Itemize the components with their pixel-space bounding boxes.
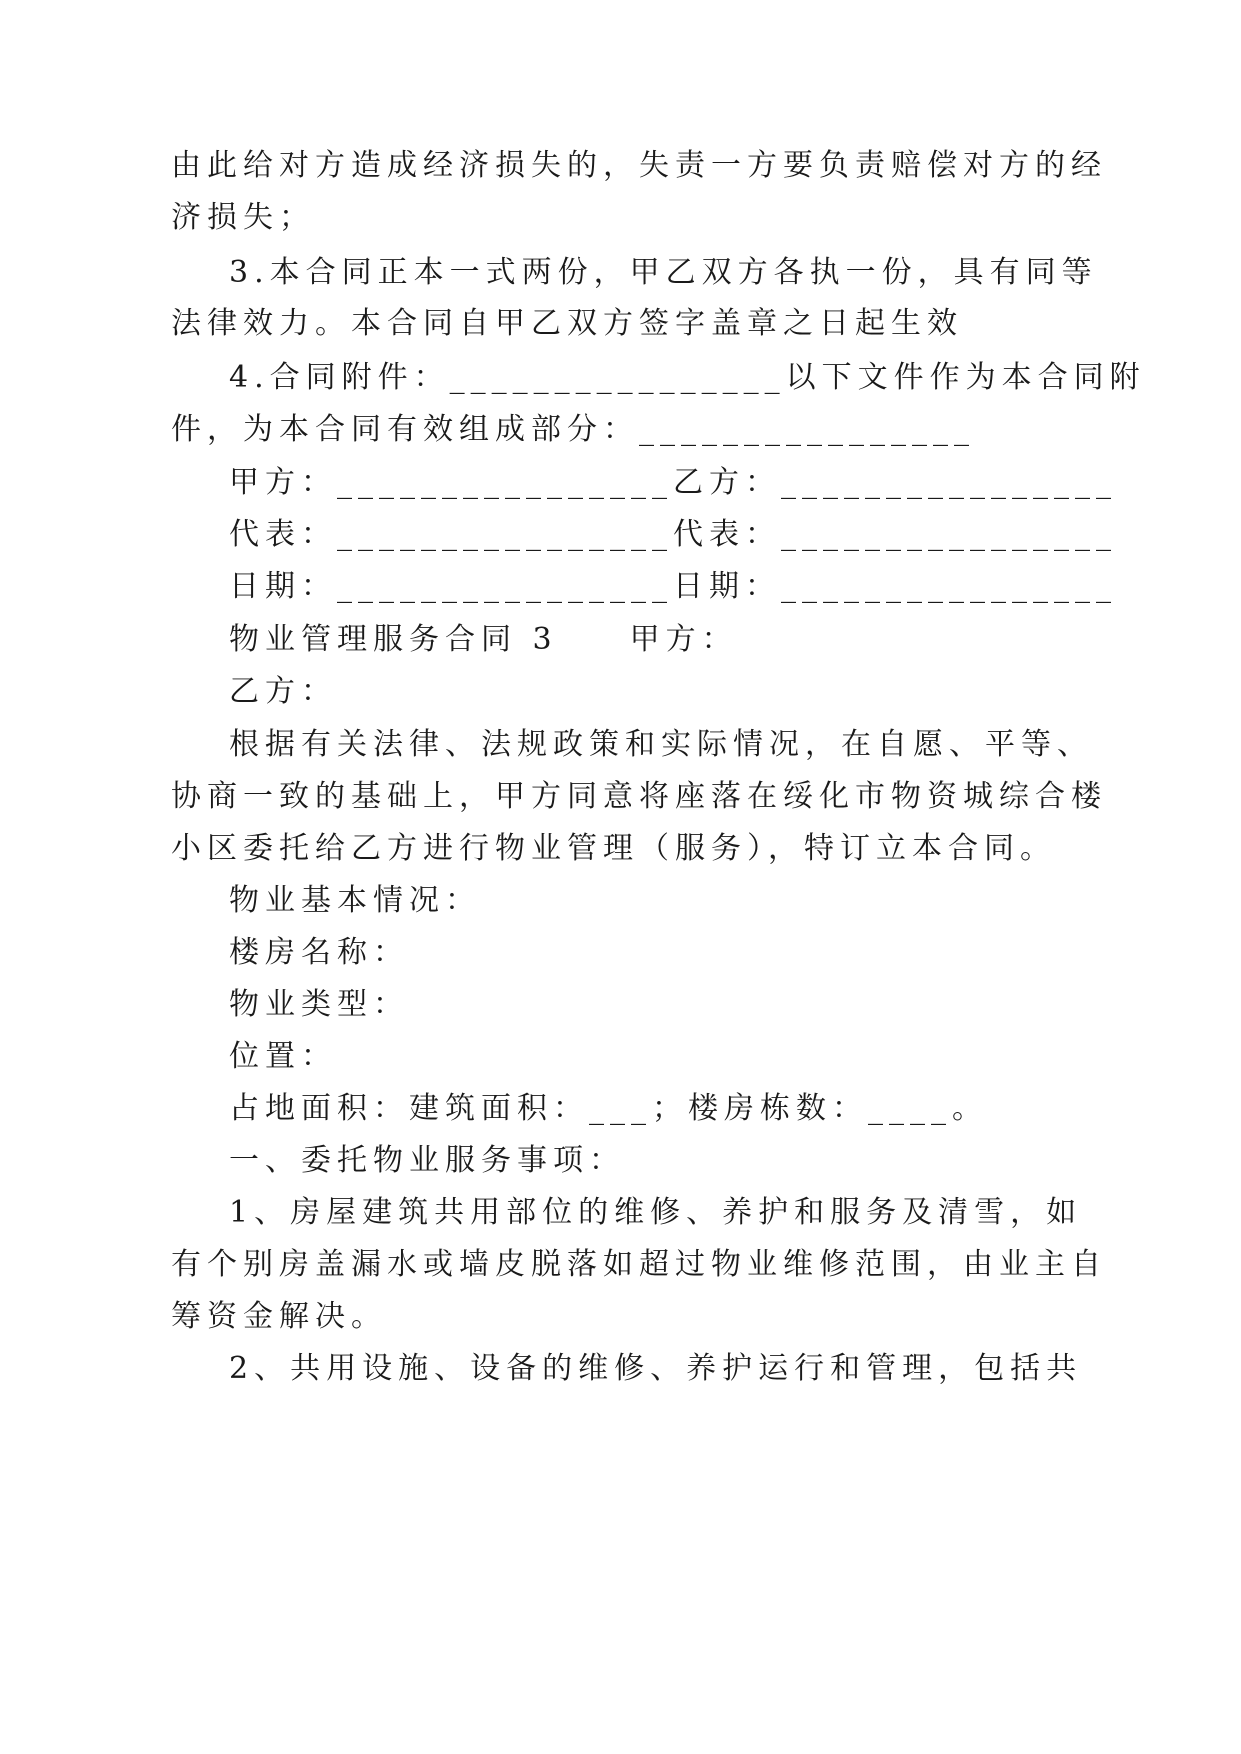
- text-line: 日期：________________日期：________________: [229, 569, 1117, 604]
- text-line: 位置：: [229, 1039, 337, 1074]
- text-line: 甲方：________________乙方：________________: [229, 465, 1117, 500]
- text-line: 占地面积：建筑面积：___；楼房栋数：____。: [229, 1091, 988, 1126]
- text-line: 有个别房盖漏水或墙皮脱落如超过物业维修范围，由业主自: [171, 1247, 1107, 1282]
- text-line: 3.本合同正本一式两份，甲乙双方各执一份，具有同等: [229, 255, 1098, 290]
- text-line: 济损失；: [171, 200, 315, 235]
- text-line: 根据有关法律、法规政策和实际情况，在自愿、平等、: [229, 727, 1093, 762]
- text-line: 2、共用设施、设备的维修、养护运行和管理，包括共: [229, 1351, 1083, 1386]
- text-line: 代表：________________代表：________________: [229, 517, 1117, 552]
- text-line: 物业类型：: [229, 987, 409, 1022]
- text-line: 物业管理服务合同 3 甲方：: [229, 622, 738, 657]
- text-line: 件，为本合同有效组成部分：________________: [171, 412, 975, 447]
- text-line: 由此给对方造成经济损失的，失责一方要负责赔偿对方的经: [171, 148, 1107, 183]
- text-line: 1、房屋建筑共用部位的维修、养护和服务及清雪，如: [229, 1195, 1083, 1230]
- text-line: 筹资金解决。: [171, 1299, 387, 1334]
- text-line: 楼房名称：: [229, 935, 409, 970]
- text-line: 乙方：: [229, 674, 337, 709]
- text-line: 物业基本情况：: [229, 883, 481, 918]
- text-line: 小区委托给乙方进行物业管理（服务），特订立本合同。: [171, 831, 1056, 866]
- text-line: 4.合同附件：________________以下文件作为本合同附: [229, 360, 1146, 395]
- text-line: 一、委托物业服务事项：: [229, 1143, 625, 1178]
- text-line: 法律效力。本合同自甲乙双方签字盖章之日起生效: [171, 306, 963, 341]
- text-line: 协商一致的基础上，甲方同意将座落在绥化市物资城综合楼: [171, 779, 1107, 814]
